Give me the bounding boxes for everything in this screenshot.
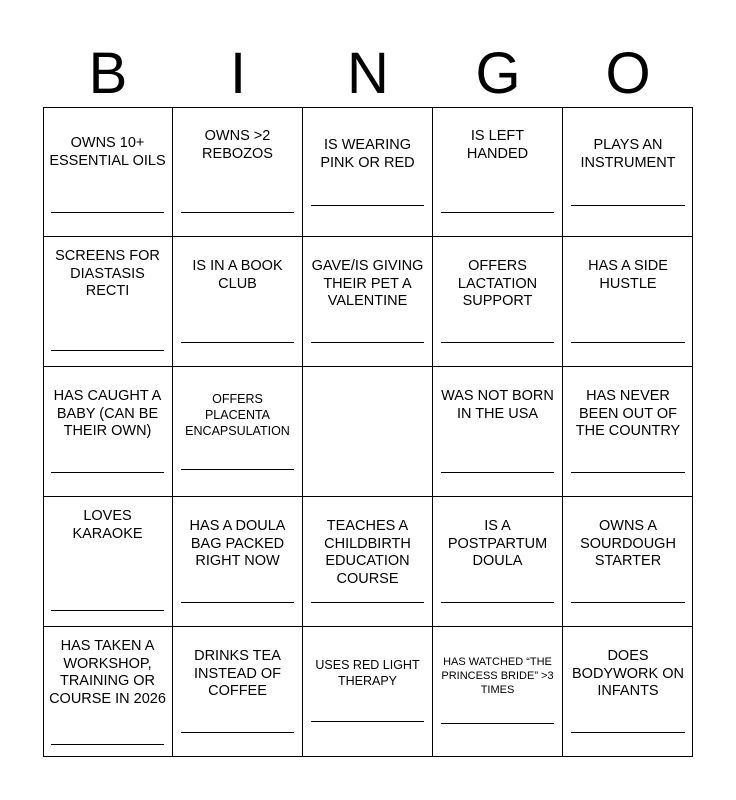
free-space-cell xyxy=(303,367,433,497)
bingo-cell xyxy=(433,107,563,237)
bingo-cell xyxy=(43,237,173,367)
signature-line xyxy=(311,205,424,206)
signature-line xyxy=(51,744,164,745)
signature-line xyxy=(181,602,294,603)
bingo-cell-text: HAS A SIDE HUSTLE xyxy=(588,258,668,292)
bingo-cell xyxy=(563,237,693,367)
bingo-cell xyxy=(43,497,173,627)
bingo-cell-text: HAS TAKEN A WORKSHOP, TRAINING OR COURSE IN 2026 xyxy=(49,638,166,707)
bingo-cell xyxy=(303,107,433,237)
signature-line xyxy=(311,342,424,343)
bingo-cell-text: OWNS A SOURDOUGH STARTER xyxy=(580,518,676,569)
signature-line xyxy=(571,342,685,343)
signature-line xyxy=(571,472,685,473)
signature-line xyxy=(51,350,164,351)
bingo-cell-text: HAS A DOULA BAG PACKED RIGHT NOW xyxy=(189,518,286,569)
bingo-cell xyxy=(563,497,693,627)
bingo-cell xyxy=(43,627,173,757)
bingo-cell xyxy=(433,367,563,497)
signature-line xyxy=(571,205,685,206)
bingo-grid xyxy=(43,107,693,757)
signature-line xyxy=(441,472,554,473)
signature-line xyxy=(441,342,554,343)
bingo-cell xyxy=(433,627,563,757)
bingo-cell xyxy=(303,237,433,367)
bingo-cell-text: OWNS >2 REBOZOS xyxy=(202,128,273,162)
bingo-cell xyxy=(173,627,303,757)
header-letter-n: N xyxy=(347,41,389,106)
signature-line xyxy=(181,342,294,343)
bingo-cell-text: DRINKS TEA INSTEAD OF COFFEE xyxy=(193,648,281,699)
bingo-cell-text: OFFERS PLACENTA ENCAPSULATION xyxy=(185,392,290,438)
bingo-cell xyxy=(173,237,303,367)
bingo-cell-text: WAS NOT BORN IN THE USA xyxy=(441,388,554,422)
bingo-cell xyxy=(303,627,433,757)
bingo-cell xyxy=(173,497,303,627)
bingo-cell-text: HAS WATCHED “THE PRINCESS BRIDE” >3 TIMES xyxy=(441,656,554,696)
bingo-cell xyxy=(173,107,303,237)
bingo-cell xyxy=(173,367,303,497)
bingo-cell xyxy=(43,107,173,237)
bingo-cell xyxy=(433,497,563,627)
signature-line xyxy=(571,602,685,603)
signature-line xyxy=(51,212,164,213)
bingo-cell-text: IS A POSTPARTUM DOULA xyxy=(447,518,548,569)
bingo-cell xyxy=(563,367,693,497)
header-letter-o: O xyxy=(605,41,651,106)
bingo-cell-text: DOES BODYWORK ON INFANTS xyxy=(572,648,684,699)
header-letter-i: I xyxy=(229,41,247,106)
bingo-cell xyxy=(563,627,693,757)
bingo-cell-text: GAVE/IS GIVING THEIR PET A VALENTINE xyxy=(311,258,424,309)
bingo-cell-text: LOVES KARAOKE xyxy=(72,508,143,542)
bingo-cell xyxy=(303,497,433,627)
bingo-cell-text: OWNS 10+ ESSENTIAL OILS xyxy=(49,135,166,169)
bingo-cell-text: HAS NEVER BEEN OUT OF THE COUNTRY xyxy=(575,388,681,439)
bingo-cell-text: SCREENS FOR DIASTASIS RECTI xyxy=(55,248,160,299)
bingo-cell-text: TEACHES A CHILDBIRTH EDUCATION COURSE xyxy=(324,518,411,587)
signature-line xyxy=(441,723,554,724)
header-letter-g: G xyxy=(475,41,521,106)
bingo-cell-text: IS IN A BOOK CLUB xyxy=(192,258,283,292)
bingo-cell xyxy=(563,107,693,237)
signature-line xyxy=(181,212,294,213)
bingo-cell-text: IS LEFT HANDED xyxy=(466,128,529,162)
bingo-cell-text: USES RED LIGHT THERAPY xyxy=(315,658,420,688)
bingo-cell-text: HAS CAUGHT A BABY (CAN BE THEIR OWN) xyxy=(53,388,162,439)
signature-line xyxy=(311,602,424,603)
signature-line xyxy=(51,610,164,611)
signature-line xyxy=(181,732,294,733)
header-letter-b: B xyxy=(88,41,128,106)
signature-line xyxy=(51,472,164,473)
bingo-cell-text: PLAYS AN INSTRUMENT xyxy=(580,137,676,171)
signature-line xyxy=(571,732,685,733)
bingo-cell xyxy=(43,367,173,497)
signature-line xyxy=(181,469,294,470)
signature-line xyxy=(441,212,554,213)
signature-line xyxy=(441,602,554,603)
bingo-cell-text: IS WEARING PINK OR RED xyxy=(320,137,415,171)
signature-line xyxy=(311,721,424,722)
bingo-cell xyxy=(433,237,563,367)
bingo-cell-text: OFFERS LACTATION SUPPORT xyxy=(457,258,538,309)
